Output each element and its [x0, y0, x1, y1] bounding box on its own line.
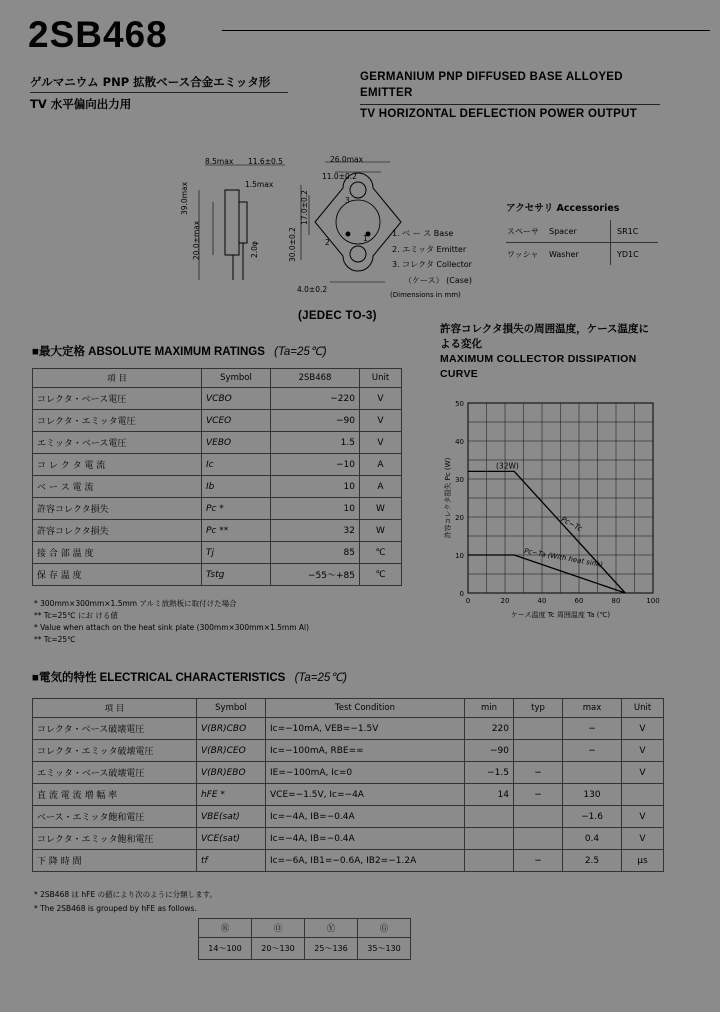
rating-unit: A: [360, 476, 402, 498]
elec-max: −: [563, 718, 622, 740]
table-row: [33, 564, 402, 586]
x-tick-label: 0: [465, 597, 471, 605]
en-subtitle: TV HORIZONTAL DEFLECTION POWER OUTPUT: [360, 108, 638, 120]
elec-min: [465, 828, 514, 850]
elec-min: 14: [465, 784, 514, 806]
rating-item: コ レ ク タ 電 流: [33, 454, 202, 476]
elec-typ: [514, 740, 563, 762]
elec-condition: Ic=−4A, IB=−0.4A: [266, 806, 465, 828]
rating-symbol: VCBO: [202, 388, 271, 410]
hfe-group-rank: Ⓨ: [305, 919, 358, 938]
chart-title-jp-1: 許容コレクタ損失の周囲温度，ケース温度に: [440, 323, 650, 335]
elec-unit: V: [622, 740, 664, 762]
elec-item: コレクタ・ベース破壊電圧: [33, 718, 197, 740]
elec-item: 下 降 時 間: [33, 850, 197, 872]
rating-symbol: Pc **: [202, 520, 271, 542]
rating-symbol: Ib: [202, 476, 271, 498]
elec-item: コレクタ・エミッタ飽和電圧: [33, 828, 197, 850]
elec-min: −90: [465, 740, 514, 762]
dim-8-5: 8.5max: [205, 157, 234, 166]
table-row: [33, 740, 664, 762]
rating-unit: ℃: [360, 564, 402, 586]
hfe-group-range: 25〜136: [305, 938, 358, 960]
dim-20: 20.0±max: [192, 220, 201, 260]
rating-item: 接 合 部 温 度: [33, 542, 202, 564]
rating-value: 10: [271, 498, 360, 520]
en-title-2: EMITTER: [360, 87, 413, 99]
rating-unit: V: [360, 410, 402, 432]
elec-unit: μs: [622, 850, 664, 872]
table-row: [33, 542, 402, 564]
elec-typ: [514, 806, 563, 828]
accessory-code: YD1C: [611, 243, 659, 266]
series-pc-ta-label: Pc−Ta (With heat sink): [523, 547, 604, 569]
elec-unit: V: [622, 762, 664, 784]
elec-condition: Ic=−6A, IB1=−0.6A, IB2=−1.2A: [266, 850, 465, 872]
table-row: [33, 806, 664, 828]
accessories-table: [506, 220, 658, 265]
accessory-jp: ワッシャ: [507, 249, 539, 259]
jp-title-rule: [30, 92, 288, 93]
rating-unit: V: [360, 388, 402, 410]
elec-typ: −: [514, 784, 563, 806]
rating-value: −10: [271, 454, 360, 476]
elec-symbol: tf: [197, 850, 266, 872]
rating-value: −220: [271, 388, 360, 410]
rating-item: コレクタ・エミッタ電圧: [33, 410, 202, 432]
pin-legend: [392, 226, 472, 304]
dim-26: 26.0max: [330, 155, 364, 164]
elec-condition: Ic=−10mA, VEB=−1.5V: [266, 718, 465, 740]
ratings-note: * Value when attach on the heat sink plate (300mm×300mm×1.5mm Al): [34, 623, 310, 632]
y-tick-label: 30: [455, 476, 464, 484]
rating-unit: ℃: [360, 542, 402, 564]
hfe-group-table: [198, 918, 411, 960]
rating-unit: A: [360, 454, 402, 476]
elec-unit: [622, 784, 664, 806]
elec-symbol: hFE *: [197, 784, 266, 806]
y-tick-label: 40: [455, 438, 464, 446]
chart-title-en-2: CURVE: [440, 368, 479, 380]
table-row: [33, 410, 402, 432]
ratings-col-value: 2SB468: [271, 369, 360, 388]
rating-value: −90: [271, 410, 360, 432]
elec-typ: −: [514, 762, 563, 784]
y-tick-label: 10: [455, 552, 464, 560]
rating-value: 10: [271, 476, 360, 498]
elec-condition: Ic=−100mA, RBE=∞: [266, 740, 465, 762]
chart-title-en-1: MAXIMUM COLLECTOR DISSIPATION: [440, 353, 637, 365]
elec-max: 130: [563, 784, 622, 806]
accessories-title: アクセサリ Accessories: [506, 203, 620, 214]
table-row: [33, 762, 664, 784]
elec-col-max: max: [563, 699, 622, 718]
rating-symbol: Ic: [202, 454, 271, 476]
x-axis-label: ケース温度 Tc 周囲温度 Ta (℃): [510, 611, 611, 619]
rating-item: 許容コレクタ損失: [33, 520, 202, 542]
elec-symbol: VCE(sat): [197, 828, 266, 850]
elec-condition: IE=−100mA, Ic=0: [266, 762, 465, 784]
y-tick-label: 0: [459, 590, 464, 598]
elec-max: −1.6: [563, 806, 622, 828]
dim-17: 17.0±0.2: [300, 190, 309, 225]
rating-item: エミッタ・ベース電圧: [33, 432, 202, 454]
hfe-group-range: 14〜100: [199, 938, 252, 960]
en-title-rule: [360, 104, 660, 105]
hfe-group-rank: Ⓡ: [199, 919, 252, 938]
elec-max: 2.5: [563, 850, 622, 872]
accessory-en: Washer: [549, 249, 579, 259]
elec-col-min: min: [465, 699, 514, 718]
rating-unit: W: [360, 498, 402, 520]
ratings-col-unit: Unit: [360, 369, 402, 388]
dim-11-0: 11.0±0.2: [322, 172, 357, 181]
pin-1-label: 1: [363, 234, 368, 243]
elec-item: コレクタ・エミッタ破壊電圧: [33, 740, 197, 762]
series-pc-tc-line: [468, 471, 625, 593]
hfe-value-row: [199, 938, 411, 960]
y-tick-label: 50: [455, 400, 464, 408]
table-row: [33, 454, 402, 476]
elec-max: −: [563, 740, 622, 762]
elec-min: [465, 806, 514, 828]
table-row: [33, 784, 664, 806]
dim-11-6: 11.6±0.5: [248, 157, 283, 166]
rating-value: 85: [271, 542, 360, 564]
hfe-group-range: 20〜130: [252, 938, 305, 960]
elec-unit: V: [622, 828, 664, 850]
ratings-cond: (Ta=25℃): [274, 346, 327, 358]
elec-col-item: 項 目: [33, 699, 197, 718]
title-rule: [222, 30, 710, 31]
elec-symbol: V(BR)EBO: [197, 762, 266, 784]
elec-min: −1.5: [465, 762, 514, 784]
dim-4-0: 4.0±0.2: [297, 285, 328, 294]
table-row: [33, 432, 402, 454]
jp-title: ゲルマニウム PNP 拡散ベース合金エミッタ形: [30, 75, 271, 89]
electrical-header-row: [33, 699, 664, 718]
rating-item: 保 存 温 度: [33, 564, 202, 586]
hfe-group-rank: Ⓞ: [252, 919, 305, 938]
electrical-table: [32, 698, 664, 872]
elec-col-unit: Unit: [622, 699, 664, 718]
dim-39: 39.0max: [180, 181, 189, 215]
elec-symbol: V(BR)CBO: [197, 718, 266, 740]
x-tick-label: 100: [646, 597, 660, 605]
rating-symbol: VEBO: [202, 432, 271, 454]
electrical-notes: [34, 888, 217, 916]
dim-2-phi: 2.0φ: [250, 241, 259, 258]
legend-base: 1. ベ ー ス Base: [392, 229, 454, 238]
elec-typ: [514, 718, 563, 740]
elec-unit: V: [622, 718, 664, 740]
legend-emitter: 2. エミッタ Emitter: [392, 244, 467, 254]
rating-item: コレクタ・ベース電圧: [33, 388, 202, 410]
rating-value: 1.5: [271, 432, 360, 454]
table-row: [33, 520, 402, 542]
hfe-group-range: 35〜130: [358, 938, 411, 960]
pin-3-label: 3: [345, 196, 350, 205]
accessory-code: SR1C: [611, 220, 659, 243]
elec-condition: VCE=−1.5V, Ic=−4A: [266, 784, 465, 806]
collector-dissipation-chart: [440, 395, 670, 635]
accessory-jp: スペーサ: [506, 220, 548, 243]
rating-value: −55〜+85: [271, 564, 360, 586]
accessory-row: [506, 243, 658, 266]
table-row: [33, 476, 402, 498]
rating-value: 32: [271, 520, 360, 542]
electrical-cond: (Ta=25℃): [294, 672, 348, 684]
elec-condition: Ic=−4A, IB=−0.4A: [266, 828, 465, 850]
electrical-title: [32, 669, 347, 685]
en-title-1: GERMANIUM PNP DIFFUSED BASE ALLOYED: [360, 71, 623, 83]
x-tick-label: 40: [537, 597, 547, 605]
chart-title-block: [440, 322, 649, 382]
table-row: [33, 828, 664, 850]
elec-max: [563, 762, 622, 784]
chart-title-jp-2: よる変化: [440, 338, 482, 350]
rating-item: 許容コレクタ損失: [33, 498, 202, 520]
rating-item: ベ ー ス 電 流: [33, 476, 202, 498]
ratings-note: ** Tc=25℃: [34, 635, 76, 644]
electrical-note: * 2SB468 は hFE の値により次のように分類します。: [34, 890, 217, 899]
package-caption: (JEDEC TO-3): [298, 310, 377, 322]
rating-unit: V: [360, 432, 402, 454]
table-row: [33, 388, 402, 410]
accessory-en: Spacer: [548, 220, 611, 243]
elec-symbol: VBE(sat): [197, 806, 266, 828]
hfe-header-row: [199, 919, 411, 938]
ratings-notes: [34, 598, 309, 646]
rating-unit: W: [360, 520, 402, 542]
elec-item: ベース・エミッタ飽和電圧: [33, 806, 197, 828]
elec-typ: [514, 828, 563, 850]
accessory-row: [506, 220, 658, 243]
dim-30: 30.0±0.2: [288, 227, 297, 262]
x-tick-label: 80: [611, 597, 621, 605]
ratings-col-symbol: Symbol: [202, 369, 271, 388]
ratings-col-item: 項 目: [33, 369, 202, 388]
elec-col-condition: Test Condition: [266, 699, 465, 718]
jp-subtitle: TV 水平偏向出力用: [30, 97, 132, 111]
y-axis-label: 許容コレクタ損失 Pc (W): [444, 457, 452, 539]
legend-dim-note: (Dimensions in mm): [390, 291, 461, 299]
rating-symbol: Pc *: [202, 498, 271, 520]
hfe-group-rank: Ⓖ: [358, 919, 411, 938]
electrical-note: * The 2SB468 is grouped by hFE as follows.: [34, 904, 197, 913]
ratings-title-text: ■最大定格 ABSOLUTE MAXIMUM RATINGS: [32, 346, 265, 358]
rating-symbol: Tj: [202, 542, 271, 564]
legend-collector: 3. コレクタ Collector: [392, 260, 472, 269]
elec-max: 0.4: [563, 828, 622, 850]
table-row: [33, 718, 664, 740]
table-row: [33, 498, 402, 520]
electrical-title-text: ■電気的特性 ELECTRICAL CHARACTERISTICS: [32, 672, 286, 684]
ratings-title: [32, 343, 327, 359]
x-tick-label: 20: [500, 597, 510, 605]
elec-item: 直 流 電 流 増 幅 率: [33, 784, 197, 806]
dim-1-5: 1.5max: [245, 180, 274, 189]
elec-min: 220: [465, 718, 514, 740]
ratings-note: * 300mm×300mm×1.5mm アルミ放熱板に取付けた場合: [34, 599, 237, 608]
elec-symbol: V(BR)CEO: [197, 740, 266, 762]
pin-2-label: 2: [325, 238, 330, 247]
legend-case: （ケース） (Case): [404, 275, 472, 285]
elec-min: [465, 850, 514, 872]
elec-typ: −: [514, 850, 563, 872]
elec-unit: V: [622, 806, 664, 828]
ratings-table: [32, 368, 402, 586]
rating-symbol: VCEO: [202, 410, 271, 432]
y-tick-label: 20: [455, 514, 464, 522]
x-tick-label: 60: [574, 597, 584, 605]
ratings-note: ** Tc=25℃ にお ける値: [34, 611, 118, 620]
part-number: 2SB468: [28, 14, 168, 55]
rating-symbol: Tstg: [202, 564, 271, 586]
elec-col-typ: typ: [514, 699, 563, 718]
series-pc-tc-label: Pc−Tc: [559, 514, 584, 534]
ratings-header-row: [33, 369, 402, 388]
annotation-32w: (32W): [496, 461, 519, 471]
elec-col-symbol: Symbol: [197, 699, 266, 718]
elec-item: エミッタ・ベース破壊電圧: [33, 762, 197, 784]
table-row: [33, 850, 664, 872]
